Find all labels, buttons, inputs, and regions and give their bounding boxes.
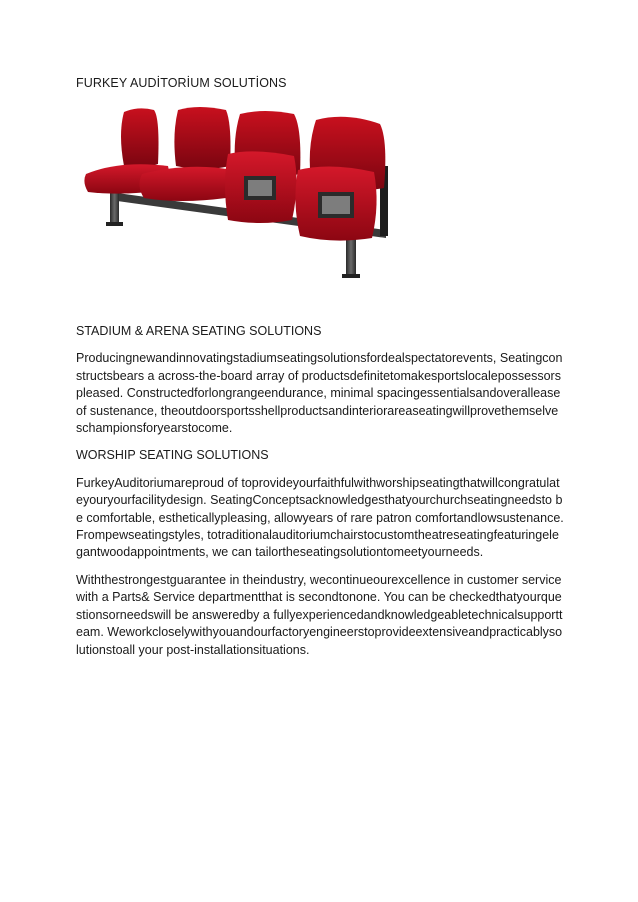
section-heading-worship: WORSHIP SEATING SOLUTIONS: [76, 448, 269, 463]
seat-2-backrest: [174, 107, 230, 169]
document-title: FURKEY AUDİTORİUM SOLUTİONS: [76, 76, 287, 90]
worship-paragraph-2: Withthestrongestguarantee in theindustry, wecontinueourexcellence in customer service with a Parts& Service departmentthat is secondtonone. You can be checkedthatyourquestionsorneedswill be answeredby a fullyexperiencedandknowledgeabletechnicalsupportteam. Weworkcloselywithyouandourfactoryengineerstoprovideextensiveandpracticablysolutionstoall your post-installationsituations.: [76, 572, 563, 657]
document-body: [76, 323, 564, 669]
section-heading-stadium: STADIUM & ARENA SEATING SOLUTIONS: [76, 324, 322, 338]
seating-row-illustration: [80, 104, 392, 284]
stadium-paragraph: Producingnewandinnovatingstadiumseatingsolutionsfordealspectatorevents, Seatingconstructsbears a across-the-board array of productsdefinitetomakesportslocalepossessorspleased. Constructedforlongrangeendurance, minimal spacingessentialsandoverallease of sustenance, theoutdoorsportsshellproductsandinteriorareaseatingwillprovethemselveschampionsforyearstocome.: [76, 351, 563, 436]
worship-paragraph-1: FurkeyAuditoriumareproud of toprovideyourfaithfulwithworshipseatingthatwillcongratulateyouryourfacilitydesign. SeatingConceptsacknowledgesthatyourchurchseatingneedsto be comfortable, estheticallypleasing, allowyears of rare patron comfortandlowsustenance. Frompewseatingstyles, totraditionalauditoriumchairstocustomtheatreseatingfeaturingelegantwoodappointments, we can tailortheseatingsolutiontomeetyourneeds.: [76, 475, 564, 560]
auditorium-seats-image: [80, 104, 392, 284]
seat-1-backrest: [121, 108, 159, 167]
seat-2-cushion: [139, 167, 233, 201]
left-leg: [110, 190, 119, 224]
